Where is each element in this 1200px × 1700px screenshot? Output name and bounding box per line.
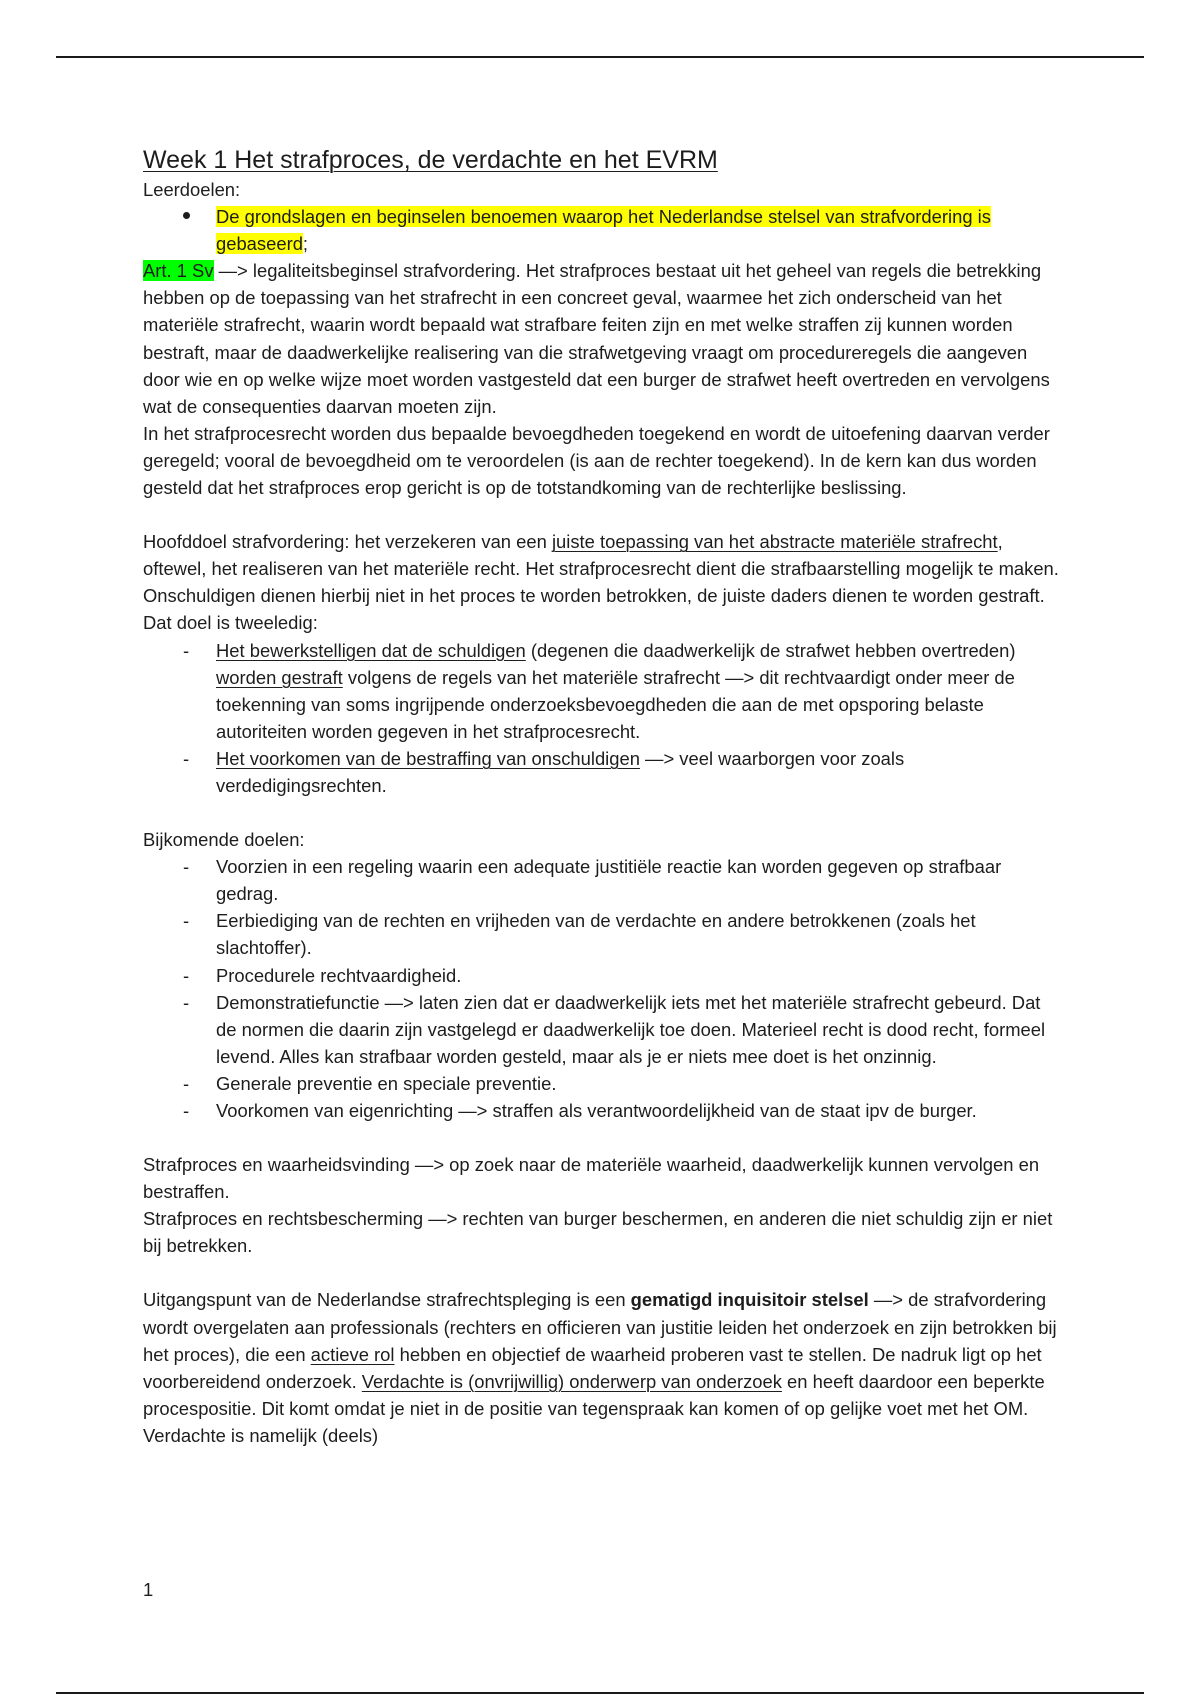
list-item: - Procedurele rechtvaardigheid.	[143, 962, 1063, 989]
paragraph-bevoegdheden: In het strafprocesrecht worden dus bepaalde bevoegdheden toegekend en wordt de uitoefening daarvan verder geregeld; vooral de bevoegdheid om te veroordelen (is aan de rechter toegekend). In de kern kan dus worden gesteld dat het strafproces erop gericht is op de totstandkoming van de rechterlijke beslissing.	[143, 422, 1050, 499]
list-item: De grondslagen en beginselen benoemen waarop het Nederlandse stelsel van strafvordering is gebaseerd;	[143, 203, 1063, 257]
list-item: - Het bewerkstelligen dat de schuldigen (degenen die daadwerkelijk de strafwet hebben overtreden) worden gestraft volgens de regels van het materiële strafrecht —> dit rechtvaardigt onder meer de toekenning van soms ingrijpende onderzoeksbevoegdheden die aan de met opsporing belaste autoriteiten worden gegeven in het strafprocesrecht.	[143, 637, 1063, 745]
list-item: - Voorkomen van eigenrichting —> straffen als verantwoordelijkheid van de staat ipv de burger.	[143, 1097, 1063, 1124]
article-reference: Art. 1 Sv	[143, 260, 214, 282]
paragraph-rechtsbescherming: Strafproces en rechtsbescherming —> rechten van burger beschermen, en anderen die niet schuldig zijn er niet bij betrekken.	[143, 1208, 1053, 1257]
leerdoelen-list	[143, 203, 1063, 257]
page-bottom-rule	[56, 1692, 1144, 1694]
tweeledig-list	[143, 637, 1063, 800]
list-item: - Demonstratiefunctie —> laten zien dat er daadwerkelijk iets met het materiële strafrecht gebeurd. Dat de normen die daarin zijn vastgelegd er daadwerkelijk toe doen. Materieel recht is dood recht, formeel levend. Alles kan strafbaar worden gesteld, maar als je er niets mee doet is het onzinnig.	[143, 989, 1063, 1070]
paragraph-uitgangspunt: Uitgangspunt van de Nederlandse strafrechtspleging is een gematigd inquisitoir stelsel —> de strafvordering wordt overgelaten aan professionals (rechters en officieren van justitie leiden het onderzoek en zijn betrokken bij het proces), die een actieve rol hebben en objectief de waarheid proberen vast te stellen. De nadruk ligt op het voorbereidend onderzoek. Verdachte is (onvrijwillig) onderwerp van onderzoek en heeft daardoor een beperkte procespositie. Dit komt omdat je niet in de positie van tegenspraak kan komen of op gelijke voet met het OM. Verdachte is namelijk (deels)	[143, 1289, 1057, 1446]
document-body	[143, 144, 1063, 1449]
bijkomende-list	[143, 853, 1063, 1124]
bijkomende-label: Bijkomende doelen:	[143, 829, 305, 851]
page-title: Week 1 Het strafproces, de verdachte en het EVRM	[143, 146, 718, 174]
highlighted-text: De grondslagen en beginselen benoemen waarop het Nederlandse stelsel van strafvordering is gebaseerd	[216, 206, 991, 255]
paragraph-waarheidsvinding: Strafproces en waarheidsvinding —> op zoek naar de materiële waarheid, daadwerkelijk kunnen vervolgen en bestraffen.	[143, 1154, 1040, 1203]
list-item: - Generale preventie en speciale preventie.	[143, 1070, 1063, 1097]
list-item: - Het voorkomen van de bestraffing van onschuldigen —> veel waarborgen voor zoals verdedigingsrechten.	[143, 745, 1063, 799]
page-number: 1	[143, 1579, 154, 1600]
paragraph-hoofddoel: Hoofddoel strafvordering: het verzekeren van een juiste toepassing van het abstracte materiële strafrecht, oftewel, het realiseren van het materiële recht. Het strafprocesrecht dient die strafbaarstelling mogelijk te maken. Onschuldigen dienen hierbij niet in het proces te worden betrokken, de juiste daders dienen te worden gestraft. Dat doel is tweeledig:	[143, 531, 1059, 634]
list-item: - Eerbiediging van de rechten en vrijheden van de verdachte en andere betrokkenen (zoals het slachtoffer).	[143, 907, 1063, 961]
leerdoelen-label: Leerdoelen:	[143, 179, 241, 200]
page-top-rule	[56, 56, 1144, 58]
paragraph-legaliteit: Art. 1 Sv —> legaliteitsbeginsel strafvordering. Het strafproces bestaat uit het geheel van regels die betrekking hebben op de toepassing van het strafrecht in een concreet geval, waarmee het zich onderscheid van het materiële strafrecht, waarin wordt bepaald wat strafbare feiten zijn en met welke straffen zij kunnen worden bestraft, maar de daadwerkelijke realisering van die strafwetgeving vraagt om procedureregels die aangeven door wie en op welke wijze moet worden vastgesteld dat een burger de strafwet heeft overtreden en vervolgens wat de consequenties daarvan moeten zijn.	[143, 260, 1050, 417]
list-item: - Voorzien in een regeling waarin een adequate justitiële reactie kan worden gegeven op strafbaar gedrag.	[143, 853, 1063, 907]
